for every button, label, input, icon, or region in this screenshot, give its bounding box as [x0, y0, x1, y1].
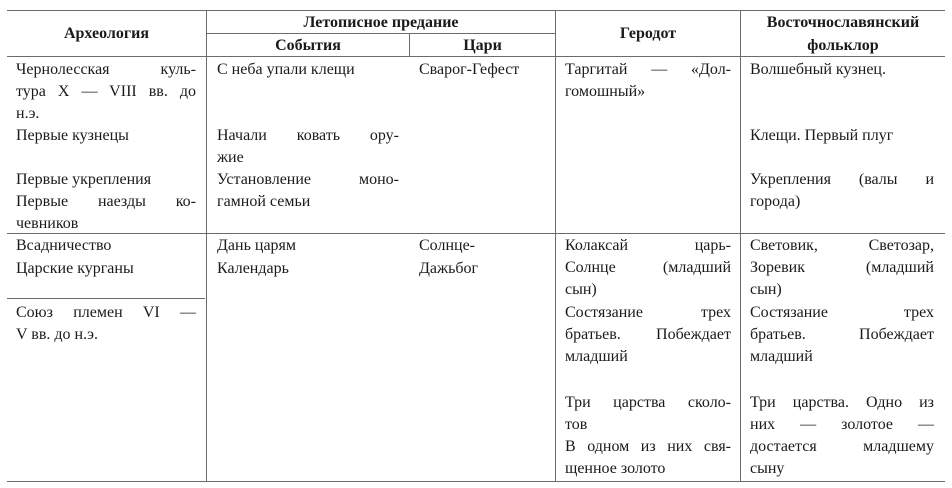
s1-events-line: Начали ковать ору- [217, 127, 399, 144]
header-chronicle: Летописное предание [303, 14, 459, 31]
s2-folklore-line: них — золотое — [750, 416, 934, 433]
s1-folklore-line: Клещи. Первый плуг [750, 127, 894, 144]
header-events: События [275, 37, 341, 54]
s1-folklore-line: Волшебный кузнец. [750, 61, 886, 78]
s2-folklore-line: сыну [750, 460, 785, 477]
s1-archaeology-line: Первые кузнецы [16, 127, 129, 144]
s2-herodotus-line: братьев. Побеждает [565, 326, 731, 343]
s2-herodotus-line: Солнце (младший [565, 259, 731, 276]
s1-events-line: С неба упали клещи [217, 61, 355, 78]
header-herodotus: Геродот [619, 25, 677, 42]
s1-archaeology-line: Первые укрепления [16, 171, 152, 188]
archaeology-subdivider-rule [7, 298, 205, 299]
s1-archaeology-line: Чернолесская куль- [16, 61, 196, 78]
column-divider-4 [740, 10, 741, 481]
s1-events-line: гамной семьи [217, 193, 311, 210]
s2-herodotus-line: Три царства сколо- [565, 394, 731, 411]
table-bottom-rule [7, 481, 945, 482]
s2-folklore-line: братьев. Побеждает [750, 326, 934, 343]
s1-events-line: Установление моно- [217, 171, 399, 188]
s2-archaeology-line: Союз племен VI — [16, 304, 196, 321]
s2-herodotus-line: тов [565, 416, 588, 433]
s2-folklore-line: Зоревик (младший [750, 259, 934, 276]
s2-events-line: Календарь [217, 260, 289, 277]
s2-kings-line: Дажьбог [419, 260, 479, 277]
s2-folklore-line: младший [750, 348, 813, 365]
s1-archaeology-line: тура X — VIII вв. до [16, 83, 196, 100]
s2-events-line: Дань царям [217, 237, 297, 254]
s1-archaeology-line: Первые наезды ко- [16, 193, 196, 210]
s2-herodotus-line: Состязание трех [565, 304, 731, 321]
s1-archaeology-line: н.э. [16, 105, 40, 122]
s2-folklore-line: Состязание трех [750, 304, 934, 321]
s2-folklore-line: Три царства. Одно из [750, 394, 934, 411]
s2-kings-line: Солнце- [419, 237, 475, 254]
column-divider-1 [206, 10, 207, 481]
s1-herodotus-line: Таргитай — «Дол- [565, 61, 731, 78]
s2-folklore-line: сын) [750, 281, 782, 298]
s2-archaeology-line: Царские курганы [16, 260, 134, 277]
s1-kings-line: Сварог-Гефест [419, 61, 520, 78]
header-folklore-line1: Восточнославянский [766, 14, 920, 31]
s1-archaeology-line: чевников [16, 215, 79, 232]
header-bottom-rule [7, 56, 945, 57]
s1-herodotus-line: гомошный» [565, 83, 646, 100]
s2-archaeology-line: Всадничество [16, 237, 112, 254]
s2-folklore-line: Световик, Светозар, [750, 237, 934, 254]
s2-folklore-line: достается младшему [750, 438, 934, 455]
s2-herodotus-line: младший [565, 348, 628, 365]
table-top-rule [7, 10, 945, 11]
header-archaeology: Археология [63, 25, 150, 42]
chronicle-subheader-rule [207, 33, 555, 34]
s2-herodotus-line: В одном из них свя- [565, 438, 731, 455]
s1-folklore-line: города) [750, 193, 801, 210]
header-folklore-line2: фольклор [807, 37, 879, 54]
column-divider-3 [555, 10, 556, 481]
s2-herodotus-line: сын) [565, 281, 597, 298]
s1-events-line: жие [217, 149, 244, 166]
s1-folklore-line: Укрепления (валы и [750, 171, 934, 188]
s2-herodotus-line: щенное золото [565, 460, 666, 477]
s2-archaeology-line: V вв. до н.э. [16, 326, 98, 343]
header-kings: Цари [463, 37, 502, 54]
s2-herodotus-line: Колаксай царь- [565, 237, 731, 254]
